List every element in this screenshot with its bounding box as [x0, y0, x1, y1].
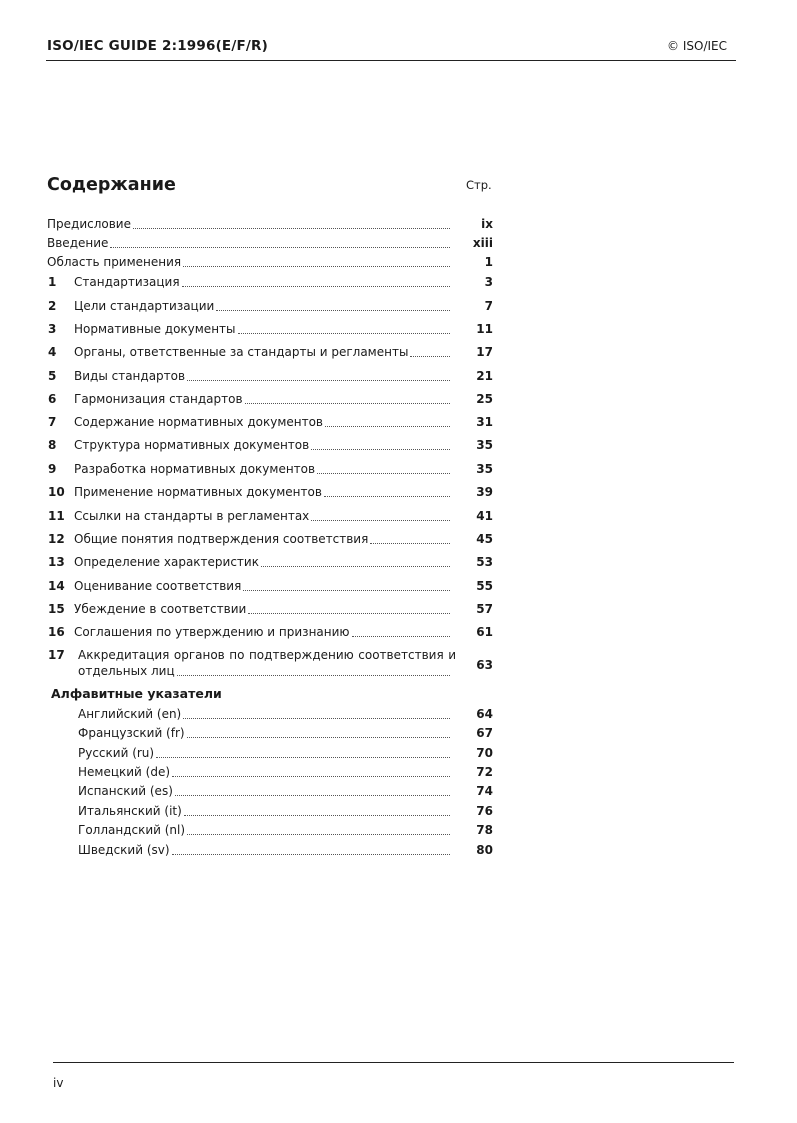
footer-divider: [53, 1062, 734, 1063]
toc-entry: [0, 783, 797, 803]
toc-entry-page: 31: [476, 415, 493, 429]
toc-entry: [0, 344, 797, 364]
toc-entry-page: 61: [476, 625, 493, 639]
toc-entry: [0, 842, 797, 862]
toc-entry: [0, 745, 797, 765]
toc-entry: [0, 601, 797, 621]
toc-entry: [0, 461, 797, 481]
toc-entry-label: Область применения: [47, 255, 182, 269]
toc-entry-number: 10: [48, 485, 65, 499]
toc-entry: [0, 578, 797, 598]
toc-entry-label: Шведский (sv): [78, 843, 170, 857]
toc-entry-number: 17: [48, 648, 65, 662]
toc-entry-number: 9: [48, 462, 57, 476]
toc-entry-label: Гармонизация стандартов: [74, 392, 243, 406]
toc-entry-label: Применение нормативных документов: [74, 485, 322, 499]
dot-leader: [187, 834, 450, 835]
dot-leader: [245, 403, 450, 404]
toc-entry-label: Предисловие: [47, 217, 131, 231]
dot-leader: [156, 757, 450, 758]
toc-entry-page: 11: [476, 322, 493, 336]
toc-entry-page: xiii: [472, 236, 493, 250]
toc-entry-number: 7: [48, 415, 57, 429]
toc-entry-label: Разработка нормативных документов: [74, 462, 316, 476]
toc-entry: [0, 624, 797, 644]
toc-entry: [0, 554, 797, 574]
dot-leader: [317, 473, 450, 474]
toc-entry: [0, 508, 797, 528]
toc-entry-label: Введение: [47, 236, 109, 250]
toc-entry: [0, 235, 797, 255]
toc-entry-label: Органы, ответственные за стандарты и регламенты: [74, 345, 409, 359]
toc-entry-number: 8: [48, 438, 57, 452]
toc-entry: [0, 725, 797, 745]
toc-entry-number: 14: [48, 579, 65, 593]
toc-title: Содержание: [47, 175, 176, 195]
index-heading: Алфавитные указатели: [51, 686, 222, 701]
toc-entry-page: 35: [476, 438, 493, 452]
toc-entry: [0, 706, 797, 726]
toc-entry: [0, 484, 797, 504]
dot-leader: [325, 426, 450, 427]
toc-entry-number: 11: [48, 509, 65, 523]
toc-entry-label: Ссылки на стандарты в регламентах: [74, 509, 310, 523]
toc-entry-label: Итальянский (it): [78, 804, 182, 818]
toc-entry-page: 78: [476, 823, 493, 837]
toc-entry: [0, 764, 797, 784]
toc-entry-page: 45: [476, 532, 493, 546]
toc-entry-label: Английский (en): [78, 707, 182, 721]
toc-entry-page: 76: [476, 804, 493, 818]
toc-entry: [0, 298, 797, 318]
toc-entry-label: Испанский (es): [78, 784, 173, 798]
dot-leader: [370, 543, 450, 544]
dot-leader: [175, 795, 450, 796]
toc-entry-page: 55: [476, 579, 493, 593]
page-column-label: Стр.: [466, 178, 492, 192]
toc-entry: [0, 216, 797, 236]
toc-entry-number: 13: [48, 555, 65, 569]
toc-entry-number: 5: [48, 369, 57, 383]
dot-leader: [248, 613, 450, 614]
dot-leader: [184, 815, 450, 816]
dot-leader: [311, 520, 450, 521]
toc-entry: [0, 254, 797, 274]
toc-entry-label: Содержание нормативных документов: [74, 415, 324, 429]
toc-entry-label: Стандартизация: [74, 275, 180, 289]
toc-entry-label-continued: отдельных лиц: [78, 664, 175, 678]
toc-entry: [0, 437, 797, 457]
toc-entry-label: Аккредитация органов по подтверждению соответствия и: [78, 648, 456, 662]
toc-entry-page: 25: [476, 392, 493, 406]
dot-leader: [133, 228, 450, 229]
toc-entry: [0, 647, 797, 683]
copyright-notice: © ISO/IEC: [667, 39, 727, 53]
toc-entry-label: Цели стандартизации: [74, 299, 215, 313]
toc-entry-number: 2: [48, 299, 57, 313]
toc-entry-label: Немецкий (de): [78, 765, 171, 779]
toc-entry-number: 16: [48, 625, 65, 639]
dot-leader: [183, 266, 450, 267]
toc-entry-page: 35: [476, 462, 493, 476]
toc-entry-page: 3: [484, 275, 493, 289]
toc-entry: [0, 531, 797, 551]
dot-leader: [172, 776, 450, 777]
toc-entry: [0, 414, 797, 434]
toc-entry: [0, 368, 797, 388]
toc-entry-page: 7: [484, 299, 493, 313]
toc-entry-label: Голландский (nl): [78, 823, 186, 837]
toc-entry-label: Виды стандартов: [74, 369, 186, 383]
toc-entry-page: ix: [481, 217, 493, 231]
toc-entry-label: Оценивание соответствия: [74, 579, 242, 593]
dot-leader: [261, 566, 450, 567]
toc-entry-page: 17: [476, 345, 493, 359]
toc-entry-number: 6: [48, 392, 57, 406]
toc-entry-label: Общие понятия подтверждения соответствия: [74, 532, 369, 546]
toc-entry-page: 53: [476, 555, 493, 569]
dot-leader: [187, 380, 450, 381]
dot-leader: [110, 247, 450, 248]
toc-entry-number: 15: [48, 602, 65, 616]
dot-leader: [182, 286, 450, 287]
dot-leader: [187, 737, 450, 738]
toc-entry-page: 70: [476, 746, 493, 760]
toc-entry-number: 4: [48, 345, 57, 359]
toc-entry-page: 64: [476, 707, 493, 721]
toc-entry-page: 67: [476, 726, 493, 740]
dot-leader: [324, 496, 450, 497]
toc-entry-number: 3: [48, 322, 57, 336]
toc-entry: [0, 321, 797, 341]
toc-entry-page: 80: [476, 843, 493, 857]
dot-leader: [172, 854, 450, 855]
toc-entry-page: 21: [476, 369, 493, 383]
toc-entry-number: 1: [48, 275, 57, 289]
toc-entry: [0, 391, 797, 411]
toc-entry-label: Структура нормативных документов: [74, 438, 310, 452]
document-title: ISO/IEC GUIDE 2:1996(E/F/R): [47, 38, 269, 54]
toc-entry-label: Русский (ru): [78, 746, 155, 760]
toc-entry-page: 57: [476, 602, 493, 616]
toc-entry: [0, 822, 797, 842]
toc-entry-page: 72: [476, 765, 493, 779]
toc-entry-label: Французский (fr): [78, 726, 185, 740]
dot-leader: [238, 333, 450, 334]
dot-leader: [410, 356, 450, 357]
toc-entry-page: 39: [476, 485, 493, 499]
dot-leader: [352, 636, 450, 637]
toc-entry-page: 63: [476, 658, 493, 672]
toc-entry-label: Нормативные документы: [74, 322, 236, 336]
dot-leader: [183, 718, 450, 719]
toc-entry-label: Убеждение в соответствии: [74, 602, 247, 616]
dot-leader: [311, 449, 450, 450]
toc-entry-page: 1: [484, 255, 493, 269]
toc-entry-label: Соглашения по утверждению и признанию: [74, 625, 350, 639]
dot-leader: [243, 590, 450, 591]
dot-leader: [216, 310, 450, 311]
toc-entry: [0, 274, 797, 294]
toc-entry-page: 41: [476, 509, 493, 523]
footer-page-number: iv: [53, 1076, 64, 1090]
toc-entry-page: 74: [476, 784, 493, 798]
toc-entry-number: 12: [48, 532, 65, 546]
toc-entry-label: Определение характеристик: [74, 555, 259, 569]
toc-entry: [0, 803, 797, 823]
